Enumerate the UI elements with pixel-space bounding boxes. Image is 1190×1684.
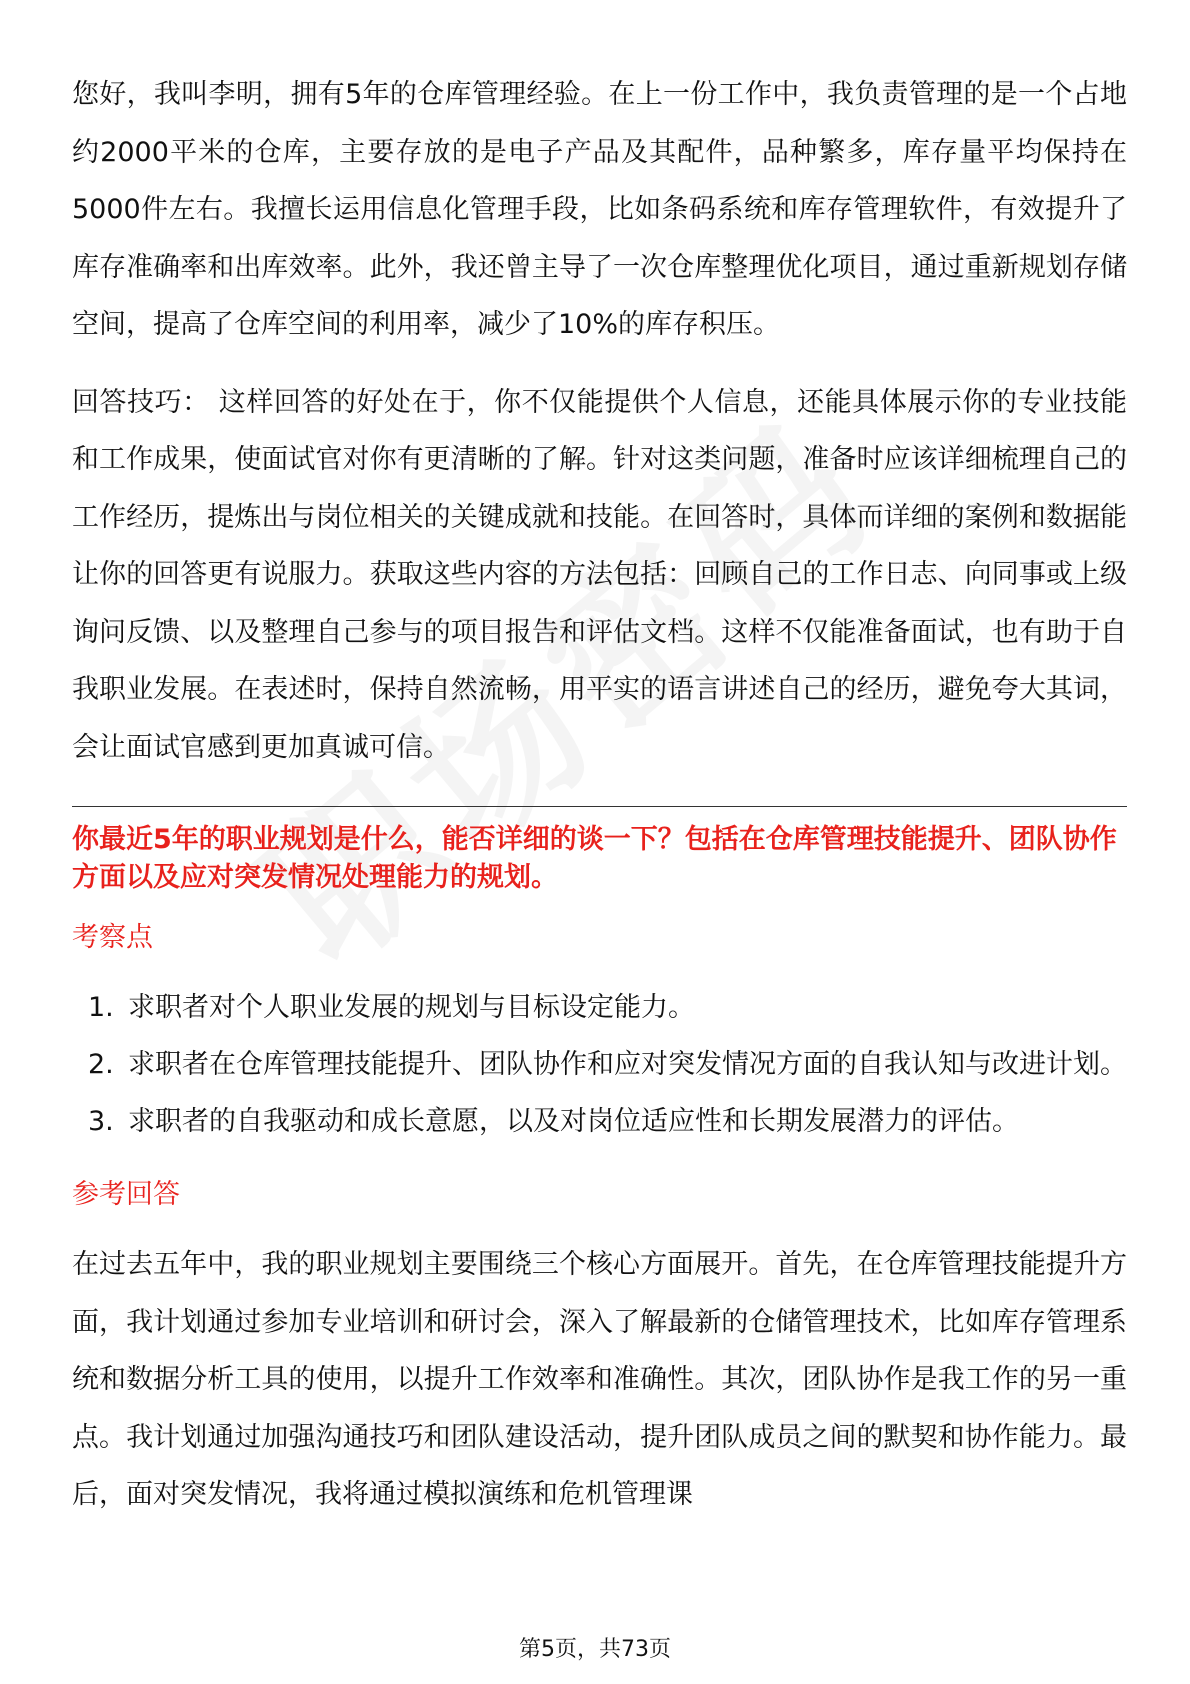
list-item-text: 求职者在仓库管理技能提升、团队协作和应对突发情况方面的自我认知与改进计划。 <box>128 1049 1127 1080</box>
section-divider <box>72 806 1127 807</box>
document-page <box>72 66 1127 1524</box>
list-item-number: 3. <box>88 1106 114 1137</box>
list-item <box>72 979 1127 1036</box>
list-item-text: 求职者的自我驱动和成长意愿，以及对岗位适应性和长期发展潜力的评估。 <box>128 1106 1019 1137</box>
list-item-text: 求职者对个人职业发展的规划与目标设定能力。 <box>128 992 695 1023</box>
list-item <box>72 1093 1127 1150</box>
question-heading: 你最近5年的职业规划是什么，能否详细的谈一下？包括在仓库管理技能提升、团队协作方面以及应对突发情况处理能力的规划。 <box>72 824 1117 893</box>
list-item <box>72 1036 1127 1093</box>
intro-paragraph: 您好，我叫李明，拥有5年的仓库管理经验。在上一份工作中，我负责管理的是一个占地约2000平米的仓库，主要存放的是电子产品及其配件，品种繁多，库存量平均保持在5000件左右。我擅长运用信息化管理手段，比如条码系统和库存管理软件，有效提升了库存准确率和出库效率。此外，我还曾主导了一次仓库整理优化项目，通过重新规划存储空间，提高了仓库空间的利用率，减少了10%的库存积压。 <box>72 79 1127 340</box>
assessment-list <box>72 979 1127 1150</box>
list-item-number: 1. <box>88 992 114 1023</box>
assessment-heading: 考察点 <box>72 922 153 953</box>
page-footer: 第5页，共73页 <box>519 1637 671 1662</box>
list-item-number: 2. <box>88 1049 114 1080</box>
reference-answer: 在过去五年中，我的职业规划主要围绕三个核心方面展开。首先，在仓库管理技能提升方面，我计划通过参加专业培训和研讨会，深入了解最新的仓储管理技术，比如库存管理系统和数据分析工具的使用，以提升工作效率和准确性。其次，团队协作是我工作的另一重点。我计划通过加强沟通技巧和团队建设活动，提升团队成员之间的默契和协作能力。最后，面对突发情况，我将通过模拟演练和危机管理课 <box>72 1249 1127 1510</box>
reference-heading: 参考回答 <box>72 1179 180 1210</box>
tips-paragraph: 回答技巧： 这样回答的好处在于，你不仅能提供个人信息，还能具体展示你的专业技能和工作成果，使面试官对你有更清晰的了解。针对这类问题，准备时应该详细梳理自己的工作经历，提炼出与岗位相关的关键成就和技能。在回答时，具体而详细的案例和数据能让你的回答更有说服力。获取这些内容的方法包括：回顾自己的工作日志、向同事或上级询问反馈、以及整理自己参与的项目报告和评估文档。这样不仅能准备面试，也有助于自我职业发展。在表述时，保持自然流畅，用平实的语言讲述自己的经历，避免夸大其词，会让面试官感到更加真诚可信。 <box>72 386 1127 763</box>
